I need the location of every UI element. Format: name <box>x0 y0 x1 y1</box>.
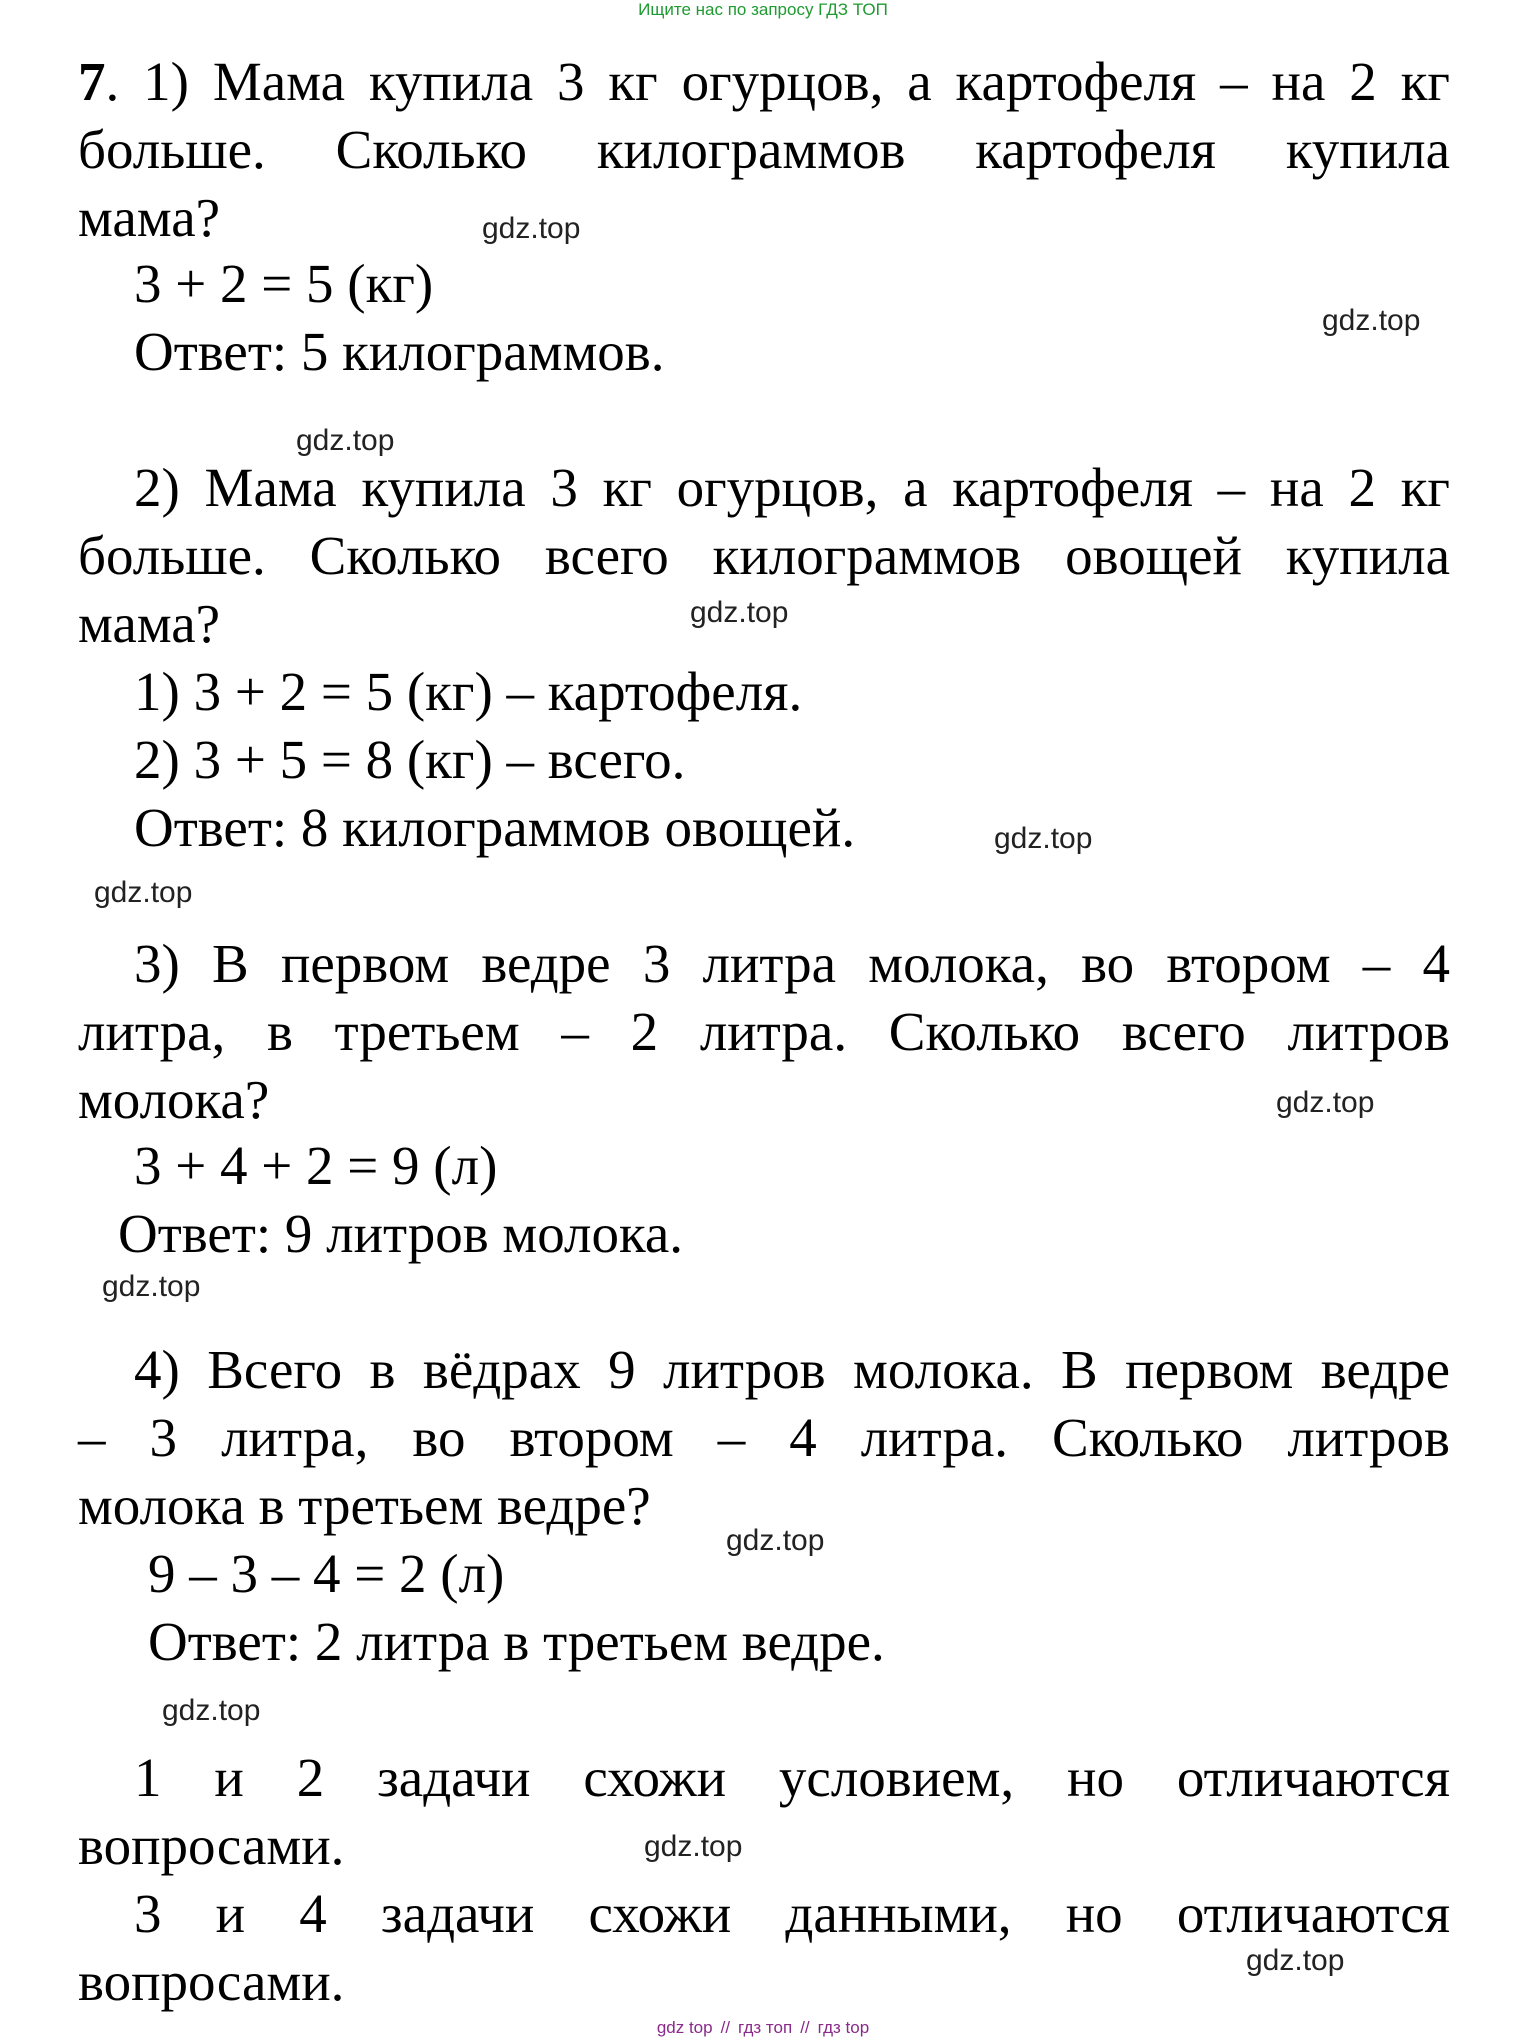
problem2-line2: больше. Сколько всего килограммов овощей купила <box>78 525 1450 586</box>
problem1-line1 <box>78 48 1450 116</box>
footer-link-b[interactable]: гдз топ <box>738 2018 793 2037</box>
problem4-line3: молока в третьем ведре? <box>78 1475 651 1536</box>
watermark: gdz.top <box>1276 1086 1375 1119</box>
watermark: gdz.top <box>296 424 395 457</box>
problem1-line2: больше. Сколько килограммов картофеля купила <box>78 119 1450 180</box>
watermark: gdz.top <box>482 212 581 245</box>
problem2-answer: Ответ: 8 килограммов овощей. <box>134 797 856 858</box>
watermark: gdz.top <box>726 1524 825 1557</box>
footer-link-a[interactable]: gdz top <box>656 2018 713 2037</box>
problem1-line1-text: . 1) Мама купила 3 кг огурцов, а картофеля – на 2 кг <box>105 51 1450 112</box>
footer <box>0 2018 1526 2038</box>
problem2-step2: 2) 3 + 5 = 8 (кг) – всего. <box>134 729 686 790</box>
top-banner: Ищите нас по запросу ГДЗ ТОП <box>638 0 888 19</box>
problem4-line2: – 3 литра, во втором – 4 литра. Сколько литров <box>78 1407 1450 1468</box>
problem4-line1: 4) Всего в вёдрах 9 литров молока. В первом ведре <box>134 1339 1450 1400</box>
conclusion2-line1: 3 и 4 задачи схожи данными, но отличаются <box>134 1883 1450 1944</box>
watermark: gdz.top <box>690 596 789 629</box>
watermark: gdz.top <box>102 1270 201 1303</box>
watermark: gdz.top <box>162 1694 261 1727</box>
footer-separator: // <box>800 2018 810 2037</box>
watermark: gdz.top <box>994 822 1093 855</box>
problem1-line3: мама? <box>78 187 221 248</box>
footer-link-c[interactable]: гдз top <box>817 2018 870 2037</box>
watermark: gdz.top <box>644 1830 743 1863</box>
watermark: gdz.top <box>1246 1944 1345 1977</box>
task-number: 7 <box>78 51 106 112</box>
conclusion1-line2: вопросами. <box>78 1815 345 1876</box>
conclusion1-line1: 1 и 2 задачи схожи условием, но отличаются <box>134 1747 1450 1808</box>
problem3-answer: Ответ: 9 литров молока. <box>118 1203 684 1264</box>
problem3-line2: литра, в третьем – 2 литра. Сколько всего литров <box>78 1001 1450 1062</box>
watermark: gdz.top <box>1322 304 1421 337</box>
problem4-answer: Ответ: 2 литра в третьем ведре. <box>148 1611 885 1672</box>
problem3-solution: 3 + 4 + 2 = 9 (л) <box>134 1135 498 1196</box>
problem2-step1: 1) 3 + 2 = 5 (кг) – картофеля. <box>134 661 803 722</box>
problem1-solution: 3 + 2 = 5 (кг) <box>134 253 434 314</box>
problem3-line3: молока? <box>78 1069 270 1130</box>
problem1-answer: Ответ: 5 килограммов. <box>134 321 665 382</box>
watermark: gdz.top <box>94 876 193 909</box>
problem3-line1: 3) В первом ведре 3 литра молока, во втором – 4 <box>134 933 1450 994</box>
problem4-solution: 9 – 3 – 4 = 2 (л) <box>148 1543 505 1604</box>
problem2-line3: мама? <box>78 593 221 654</box>
problem2-line1: 2) Мама купила 3 кг огурцов, а картофеля – на 2 кг <box>134 457 1450 518</box>
footer-separator: // <box>720 2018 731 2037</box>
conclusion2-line2: вопросами. <box>78 1951 345 2012</box>
